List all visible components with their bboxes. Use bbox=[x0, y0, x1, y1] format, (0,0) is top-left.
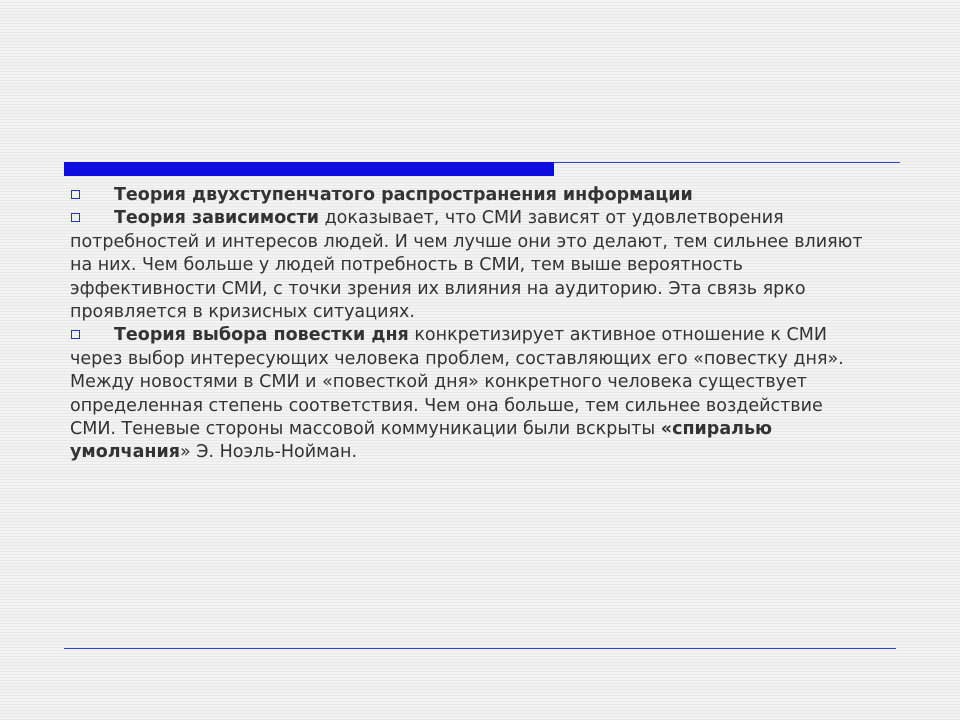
square-bullet-icon bbox=[71, 190, 80, 199]
bullet-text-tail: » Э. Ноэль-Нойман. bbox=[179, 442, 358, 463]
bullet-text: доказывает, что СМИ зависят от удовлетворения потребностей и интересов людей. И чем лучше они это делают, тем сильнее влияют на них. Чем больше у людей потребность в СМИ, тем выше вероятность эффективности СМИ, с точки зрения их влияния на аудиторию. Эта связь ярко проявляется в кризисных ситуациях. bbox=[70, 208, 863, 323]
bullet-item bbox=[70, 184, 870, 207]
bullet-heading: Теория двухступенчатого распространения информации bbox=[114, 185, 693, 205]
title-divider bbox=[64, 162, 900, 176]
bullet-heading: Теория выбора повестки дня bbox=[114, 325, 409, 346]
bullet-emphasis: «спиралью умолчания bbox=[70, 419, 773, 463]
bullet-text: конкретизирует активное отношение к СМИ через выбор интересующих человека проблем, составляющих его «повестку дня». Между новостями в СМИ и «повесткой дня» конкретного человека существует определенная степень соответствия. Чем она больше, тем сильнее воздействие СМИ. Теневые стороны массовой коммуникации были вскрыты bbox=[70, 325, 844, 440]
slide-body bbox=[70, 184, 870, 465]
bullet-heading: Теория зависимости bbox=[114, 208, 320, 229]
bullet-item bbox=[70, 207, 870, 324]
bullet-item bbox=[70, 324, 870, 464]
square-bullet-icon bbox=[71, 213, 80, 222]
square-bullet-icon bbox=[71, 330, 80, 339]
footer-divider bbox=[64, 648, 896, 649]
title-divider-thin bbox=[554, 162, 900, 163]
title-divider-thick bbox=[64, 162, 554, 176]
